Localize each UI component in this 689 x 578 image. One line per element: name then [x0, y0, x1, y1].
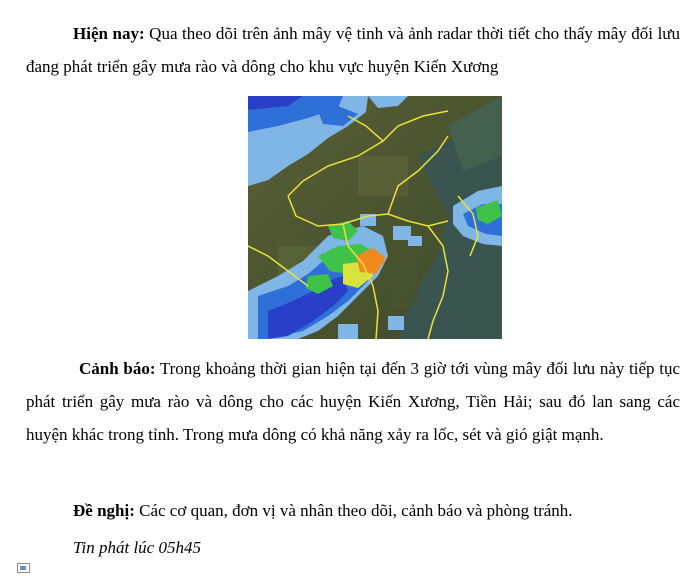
warning-paragraph [26, 352, 680, 451]
current-text: Qua theo dõi trên ảnh mây vệ tinh và ảnh radar thời tiết cho thấy mây đối lưu đang phát triển gây mưa rào và dông cho khu vực huyện Kiến Xương [26, 24, 681, 76]
warning-text: Trong khoảng thời gian hiện tại đến 3 giờ tới vùng mây đối lưu này tiếp tục phát triển gây mưa rào và dông cho các huyện Kiến Xương, Tiền Hải; sau đó lan sang các huyện khác trong tỉnh. Trong mưa dông có khả năng xảy ra lốc, sét và gió giật mạnh. [26, 359, 680, 444]
radar-satellite-map-image [248, 96, 502, 339]
warning-label: Cảnh báo: [79, 359, 156, 378]
issued-time: Tin phát lúc 05h45 [73, 538, 201, 557]
recommendation-text: Các cơ quan, đơn vị và nhân theo dõi, cảnh báo và phòng tránh. [134, 501, 573, 520]
recommendation-label: Đề nghị: [73, 501, 135, 520]
current-label: Hiện nay: [73, 24, 145, 43]
current-paragraph [26, 17, 680, 83]
recommendation-paragraph [26, 494, 680, 527]
radar-satellite-map-icon [248, 96, 502, 339]
image-placeholder-icon [17, 558, 30, 568]
